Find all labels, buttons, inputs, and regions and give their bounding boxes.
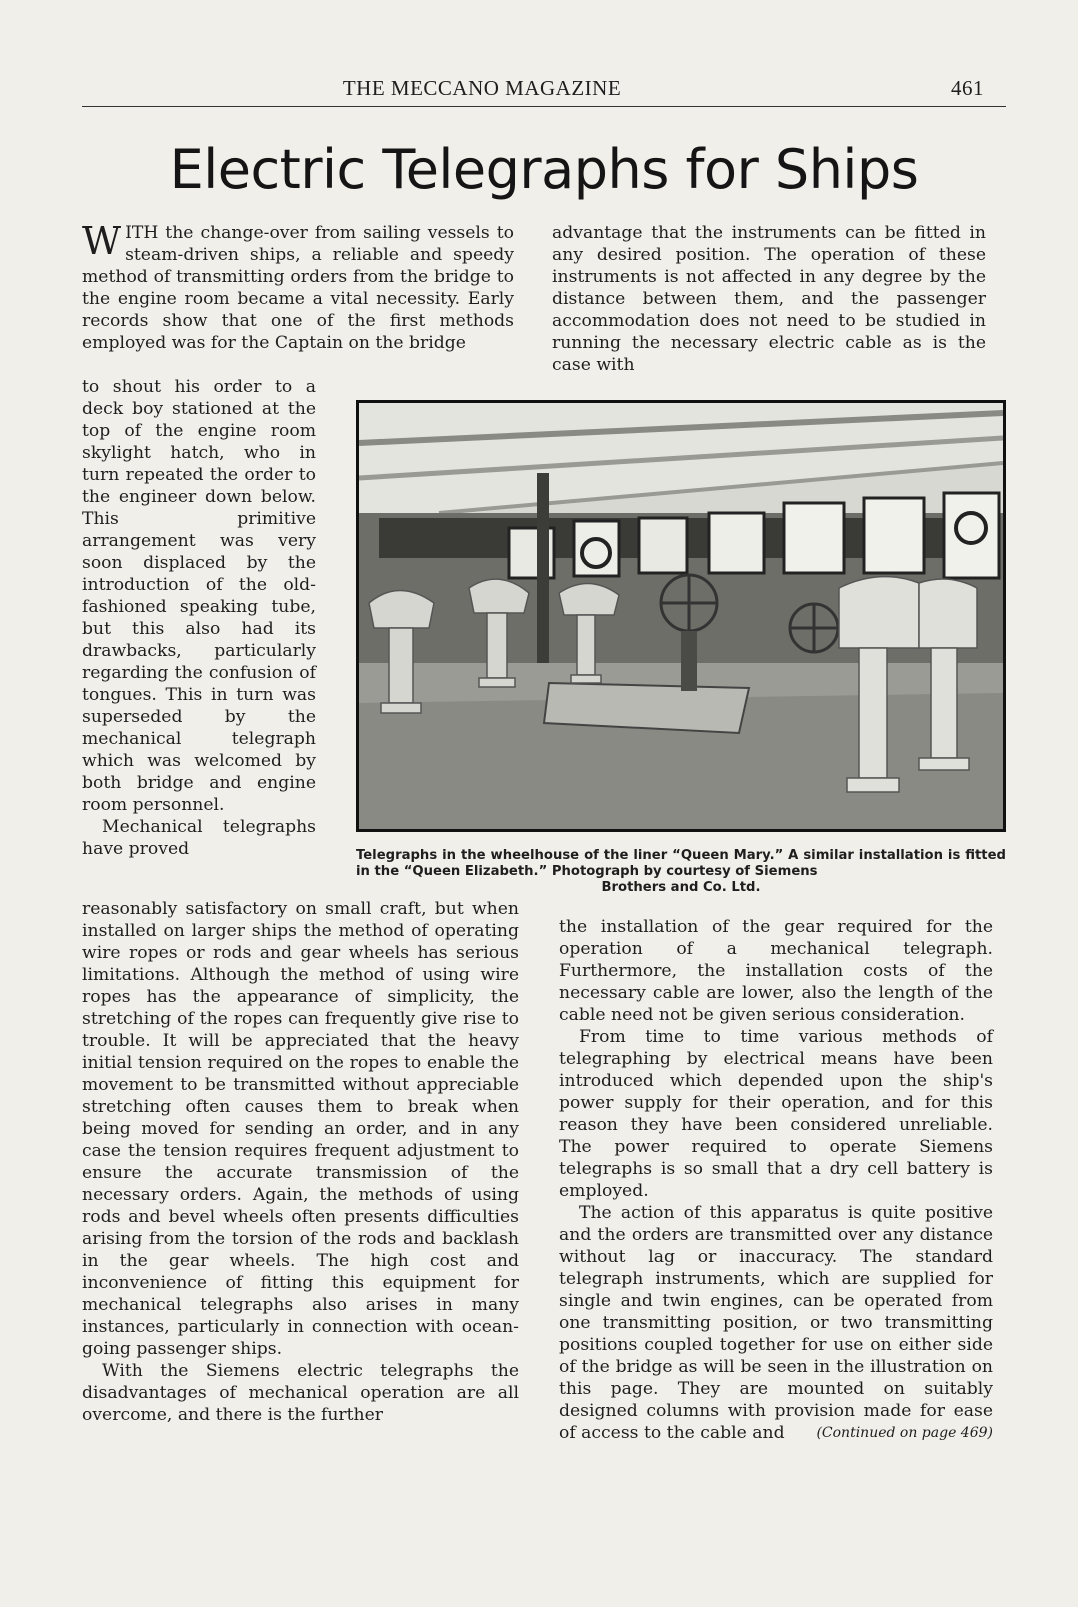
col1-top-text [82, 219, 514, 354]
col1-narrow-text [82, 376, 316, 860]
col2-bottom-text [559, 916, 993, 1444]
col1-bottom-text [82, 898, 519, 1426]
caption-last-line: Brothers and Co. Ltd. [601, 880, 761, 895]
col2-paragraph-2: From time to time various methods of telegraphing by electrical means have been introduced which depended upon the ship's power supply for their operation, and for this reason they have been considered unreliable. The power required to operate Siemens telegraphs is so small that a dry cell battery is employed. [559, 1027, 993, 1201]
col2-paragraph-3-text: The action of this apparatus is quite positive and the orders are transmitted over any distance without lag or inaccuracy. The standard telegraph instruments, which are supplied for single and twin engines, can be operated from one transmitting position, or two transmitting positions coupled together for use on either side of the bridge as will be seen in the illustration on this page. They are mounted on suitably designed columns with provision made for ease of access to the cable and [559, 1203, 993, 1443]
col2-paragraph-1: the installation of the gear required for the operation of a mechanical telegraph. Furthermore, the installation costs of the necessary cable are lower, also the length of the cable need not be given serious consideration. [559, 917, 993, 1025]
continued-notice: (Continued on page 469) [816, 1425, 993, 1441]
col2-top-paragraph: advantage that the instruments can be fitted in any desired position. The operation of these instruments is not affected in any degree by the distance between them, and the passenger accommodation does not need to be studied in running the necessary electric cable as is the case with [552, 223, 986, 375]
wheelhouse-photo [356, 400, 1006, 832]
page-number: 461 [951, 76, 984, 100]
header-rule [82, 106, 1006, 107]
magazine-title: THE MECCANO MAGAZINE [342, 76, 622, 100]
wheelhouse-illustration [359, 403, 1003, 829]
intro-paragraph: ITH the change-over from sailing vessels to steam-driven ships, a reliable and speedy method of transmitting orders from the bridge to the engine room became a vital necessity. Early records show that one of the first methods employed was for the Captain on the bridge [82, 223, 514, 353]
body-paragraph-2: With the Siemens electric telegraphs the disadvantages of mechanical operation are all overcome, and there is the further [82, 1361, 519, 1425]
caption-main: Telegraphs in the wheelhouse of the liner “Queen Mary.” A similar installation is fitted in the “Queen Elizabeth.” Photograph by courtesy of Siemens [356, 848, 1006, 879]
drop-cap: W [82, 219, 122, 263]
article-title: Electric Telegraphs for Ships [169, 138, 919, 201]
photo-caption [356, 848, 1006, 896]
col2-paragraph-3 [559, 1202, 993, 1444]
narrow-paragraph: to shout his order to a deck boy stationed at the top of the engine room skylight hatch, who in turn repeated the order to the engineer down below. This primitive arrangement was very soon displaced by the introduction of the old-fashioned speaking tube, but this also had its drawbacks, particularly regarding the confusion of tongues. This in turn was superseded by the mechanical telegraph which was welcomed by both bridge and engine room personnel. [82, 377, 316, 815]
body-paragraph: reasonably satisfactory on small craft, but when installed on larger ships the method of operating wire ropes or rods and gear wheels has serious limitations. Although the method of using wire ropes has the appearance of simplicity, the stretching of the ropes can frequently give rise to trouble. It will be appreciated that the heavy initial tension required on the ropes to enable the movement to be transmitted without appreciable stretching often causes them to break when being moved for sending an order, and in any case the tension requires frequent adjustment to ensure the accurate transmission of the necessary orders. Again, the methods of using rods and bevel wheels often presents difficulties arising from the torsion of the rods and backlash in the gear wheels. The high cost and inconvenience of fitting this equipment for mechanical telegraphs also arises in many instances, particularly in connection with ocean-going passenger ships. [82, 899, 519, 1359]
col2-top-text [552, 222, 986, 376]
narrow-paragraph-2: Mechanical telegraphs have proved [82, 817, 316, 859]
